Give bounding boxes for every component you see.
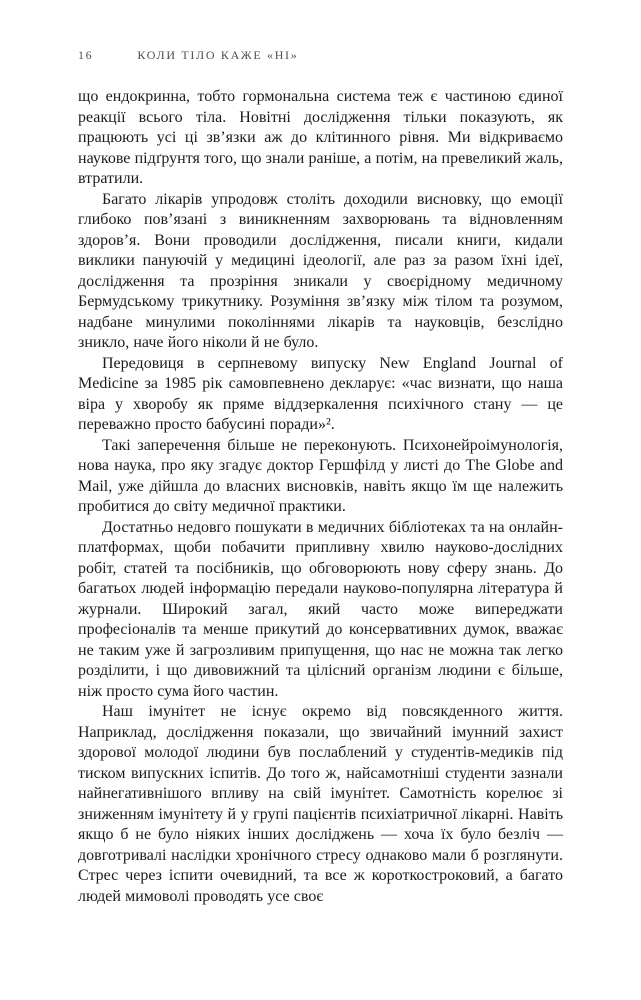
body-paragraph: Наш імунітет не існує окремо від повсякденного життя. Наприклад, дослідження показали, що звичайний імунний захист здорової молодої людини був послаблений у студентів-медиків під тиском випускних іспитів. До того ж, найсамотніші студенти зазнали найнегативнішого впливу на свій імунітет. Самотність корелює зі зниженням імунітету й у групі пацієнтів психіатричної лікарні. Навіть якщо б не було ніяких інших досліджень — хоча їх було безліч — довготривалі наслідки хронічного стресу однаково мали б розглянути. Стрес через іспити очевидний, та все ж короткостроковий, а багато людей мимоволі проводять усе своє bbox=[78, 703, 563, 905]
body-paragraph: що ендокринна, тобто гормональна система теж є частиною єдиної реакції всього тіла. Новітні дослідження тільки показують, як працюють усі ці зв’язки аж до клітинного рівня. Ми відкриваємо наукове підґрунтя того, що знали раніше, а потім, на превеликий жаль, втратили. bbox=[78, 88, 563, 187]
running-title: КОЛИ ТІЛО КАЖЕ «НІ» bbox=[137, 48, 299, 62]
body-paragraph: Передовиця в серпневому випуску New England Journal of Medicine за 1985 рік самовпевнено декларує: «час визнати, що наша віра у хворобу як пряме віддзеркалення психічного стану — це переважно просто бабусині поради»². bbox=[78, 354, 563, 433]
body-paragraph: Багато лікарів упродовж століть доходили висновку, що емоції глибоко пов’язані з виникненням захворювань та відновленням здоров’я. Вони проводили дослідження, писали книги, кидали виклики пануючій у медицині ідеології, але раз за разом їхні ідеї, дослідження та прозріння зникали у своєрідному медичному Бермудському трикутнику. Розуміння зв’язку між тілом та розумом, надбане минулими поколіннями лікарів та науковців, безслідно зникло, наче його ніколи й не було. bbox=[78, 190, 563, 351]
page-header bbox=[78, 48, 563, 63]
body-paragraph: Достатньо недовго пошукати в медичних бібліотеках та на онлайн-платформах, щоби побачити припливну хвилю науково-дослідних робіт, статей та посібників, що обговорюють нову сферу знань. До багатьох людей інформацію передали науково-популярна література й журнали. Широкий загал, який часто може випереджати професіоналів та менше прикутий до консервативних думок, вважає не таким уже й загрозливим припущення, що нас не можна так легко розділити, і що дивовижний та цілісний організм людини є більше, ніж просто сума його частин. bbox=[78, 518, 563, 700]
page-number: 16 bbox=[78, 48, 94, 62]
body-paragraph: Такі заперечення більше не переконують. Психонейроімунологія, нова наука, про яку згадує доктор Гершфілд у листі до The Globe and Mail, уже дійшла до власних висновків, навіть якщо їм ще належить пробитися до світу медичної практики. bbox=[78, 436, 563, 515]
page-body bbox=[78, 87, 563, 907]
